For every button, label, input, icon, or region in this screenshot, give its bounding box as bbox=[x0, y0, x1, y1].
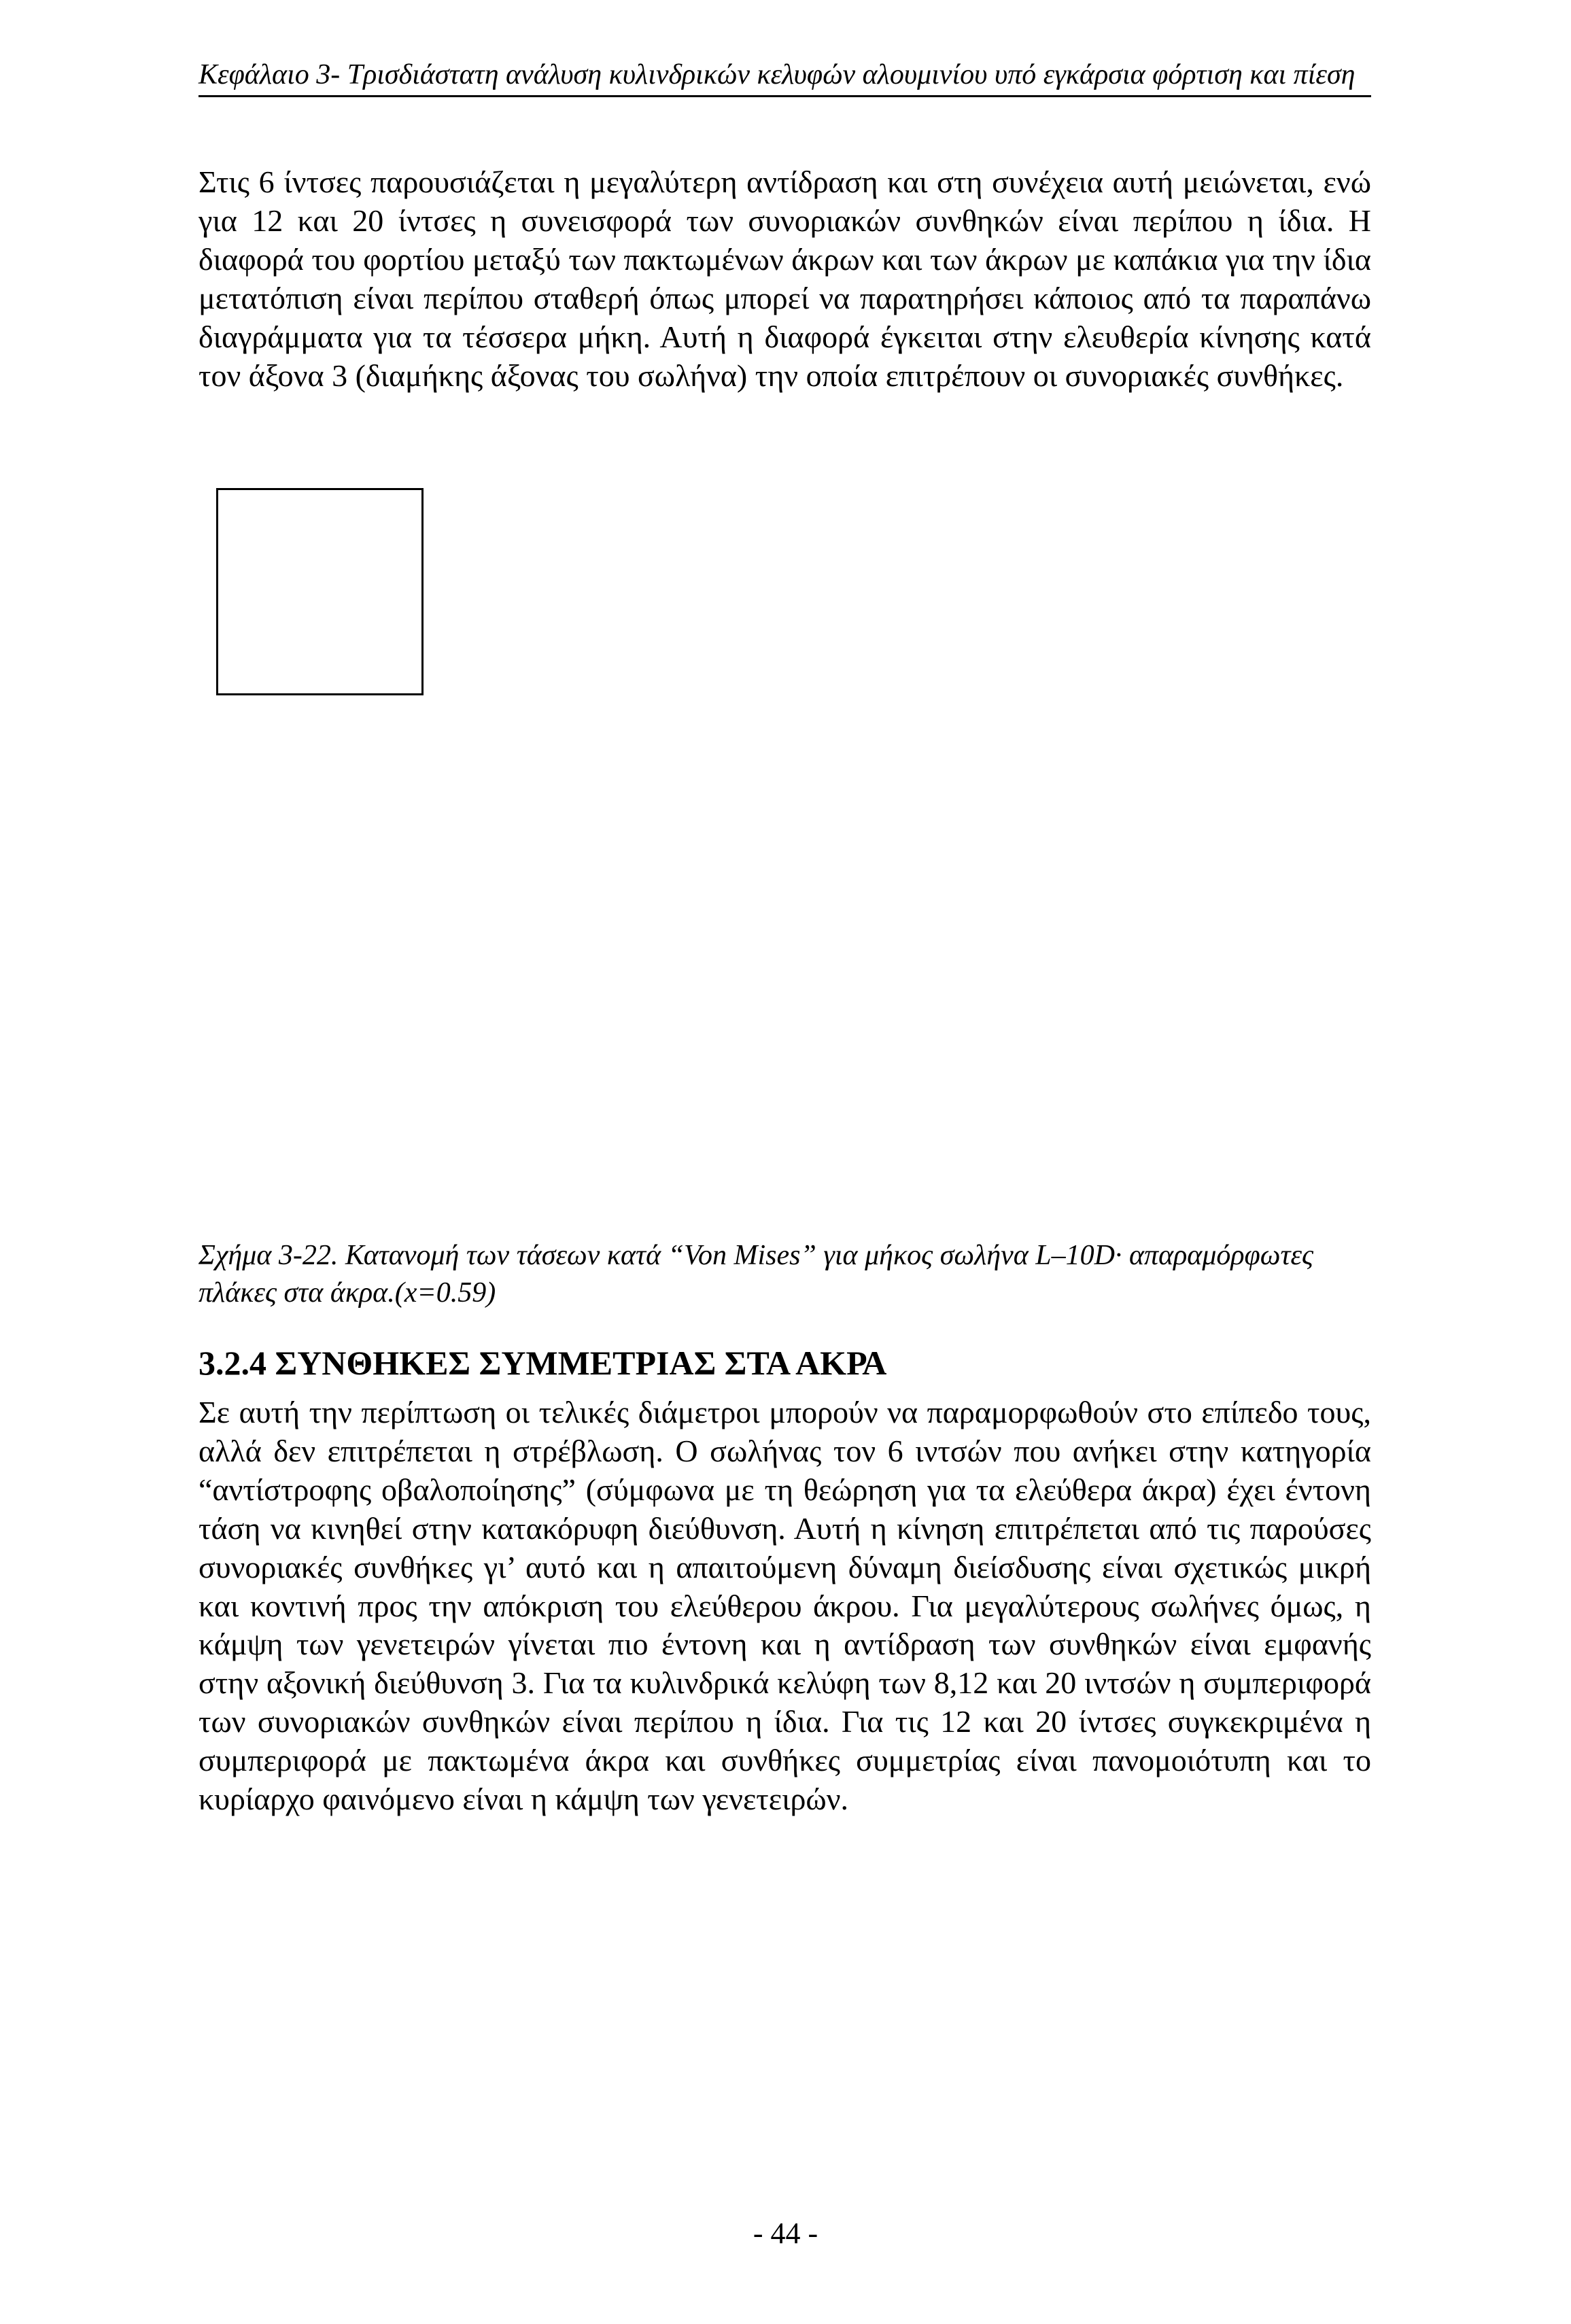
figure-placeholder bbox=[216, 488, 424, 695]
figure-caption: Σχήμα 3-22. Κατανομή των τάσεων κατά “Von Mises” για μήκος σωλήνα L–10D· απαραμόρφωτες πλάκες στα άκρα.(x=0.59) bbox=[198, 1240, 1314, 1308]
page-number: - 44 - bbox=[753, 2217, 818, 2250]
section-heading: 3.2.4 ΣΥΝΘΗΚΕΣ ΣΥΜΜΕΤΡΙΑΣ ΣΤΑ ΑΚΡΑ bbox=[198, 1344, 887, 1382]
intro-paragraph: Στις 6 ίντσες παρουσιάζεται η μεγαλύτερη αντίδραση και στη συνέχεια αυτή μειώνεται, ενώ για 12 και 20 ίντσες η συνεισφορά των συνοριακών συνθηκών είναι περίπου η ίδια. Η διαφορά του φορτίου μεταξύ των πακτωμένων άκρων και των άκρων με καπάκια για την ίδια μετατόπιση είναι περίπου σταθερή όπως μπορεί να παρατηρήσει κάποιος από τα παραπάνω διαγράμματα για τα τέσσερα μήκη. Αυτή η διαφορά έγκειται στην ελευθερία κίνησης κατά τον άξονα 3 (διαμήκης άξονας του σωλήνα) την οποία επιτρέπουν οι συνοριακές συνθήκες. bbox=[198, 164, 1371, 393]
symmetry-paragraph: Σε αυτή την περίπτωση οι τελικές διάμετροι μπορούν να παραμορφωθούν στο επίπεδο τους, αλλά δεν επιτρέπεται η στρέβλωση. Ο σωλήνας τον 6 ιντσών που ανήκει στην κατηγορία “αντίστροφης οβαλοποίησης” (σύμφωνα με τη θεώρηση για τα ελεύθερα άκρα) έχει έντονη τάση να κινηθεί στην κατακόρυφη διεύθυνση. Αυτή η κίνηση επιτρέπεται από τις παρούσες συνοριακές συνθήκες γι’ αυτό και η απαιτούμενη δύναμη διείσδυσης είναι σχετικώς μικρή και κοντινή προς την απόκριση του ελεύθερου άκρου. Για μεγαλύτερους σωλήνες όμως, η κάμψη των γενετειρών γίνεται πιο έντονη και η αντίδραση των συνθηκών είναι εμφανής στην αξονική διεύθυνση 3. Για τα κυλινδρικά κελύφη των 8,12 και 20 ιντσών η συμπεριφορά των συνοριακών συνθηκών είναι περίπου η ίδια. Για τις 12 και 20 ίντσες συγκεκριμένα η συμπεριφορά με πακτωμένα άκρα και συνθήκες συμμετρίας είναι πανομοιότυπη και το κυρίαρχο φαινόμενο είναι η κάμψη των γενετειρών. bbox=[198, 1395, 1371, 1817]
running-header: Κεφάλαιο 3- Τρισδιάστατη ανάλυση κυλινδρικών κελυφών αλουμινίου υπό εγκάρσια φόρτιση και πίεση bbox=[198, 56, 1371, 97]
